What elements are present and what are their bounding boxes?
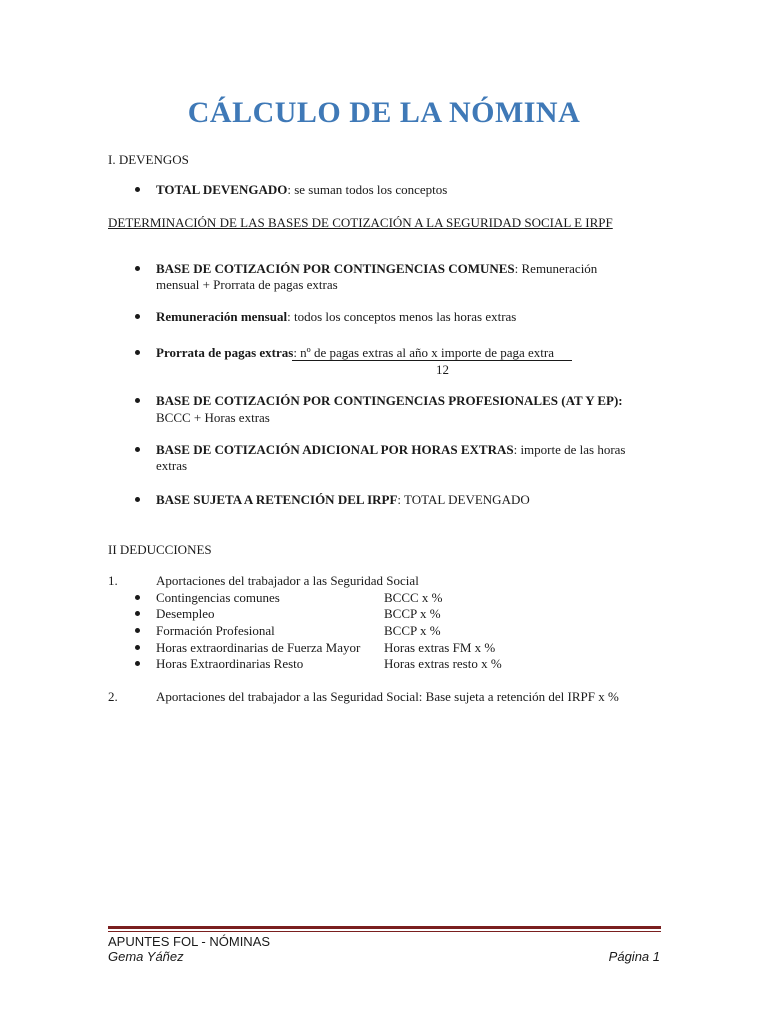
deduction-formula: BCCP x % [384, 623, 441, 638]
bccp-term-text: BASE DE COTIZACIÓN POR CONTINGENCIAS PROFESIONALES (AT Y EP): [156, 393, 623, 408]
bccc-line-1 [156, 261, 597, 277]
bullet-icon [135, 187, 140, 192]
prorrata-term: Prorrata de pagas extras [156, 345, 294, 360]
bullet-icon [135, 314, 140, 319]
bccp-term [156, 393, 623, 409]
item1-number: 1. [108, 573, 118, 588]
footer-page-number: Página 1 [608, 949, 660, 964]
adicional-definition-1: : importe de las horas [513, 442, 626, 457]
remuneracion-definition: : todos los conceptos menos las horas extras [287, 309, 517, 324]
bullet-icon [135, 350, 140, 355]
bullet-icon [135, 398, 140, 403]
bullet-icon [135, 645, 140, 650]
adicional-term: BASE DE COTIZACIÓN ADICIONAL POR HORAS EXTRAS [156, 442, 514, 457]
deduction-formula: Horas extras FM x % [384, 640, 496, 655]
footer-course: APUNTES FOL - NÓMINAS [108, 934, 271, 949]
deduction-concept: Horas extraordinarias de Fuerza Mayor [156, 640, 361, 655]
deduction-formula: Horas extras resto x % [384, 656, 502, 671]
bullet-icon [135, 611, 140, 616]
fraction-bar [292, 360, 572, 361]
deduction-formula: BCCP x % [384, 606, 441, 621]
footer-author: Gema Yáñez [108, 949, 184, 964]
footer-rule-thick [108, 926, 661, 929]
section-devengos-heading: I. DEVENGOS [108, 152, 189, 167]
total-devengado-definition: : se suman todos los conceptos [287, 182, 448, 197]
page-title: CÁLCULO DE LA NÓMINA [187, 96, 581, 129]
item1-text: Aportaciones del trabajador a las Seguridad Social [156, 573, 419, 588]
item2-text: Aportaciones del trabajador a las Seguridad Social: Base sujeta a retención del IRPF x % [156, 689, 619, 704]
bullet-icon [135, 628, 140, 633]
irpf-definition: : TOTAL DEVENGADO [397, 492, 530, 507]
bullet-icon [135, 661, 140, 666]
irpf-line [156, 492, 530, 508]
remuneracion-term: Remuneración mensual [156, 309, 288, 324]
total-devengado-line [156, 182, 447, 198]
bullet-icon [135, 497, 140, 502]
deduction-concept: Contingencias comunes [156, 590, 280, 605]
bullet-icon [135, 595, 140, 600]
adicional-definition-2: extras [156, 458, 188, 473]
bullet-icon [135, 447, 140, 452]
remuneracion-line [156, 309, 516, 325]
bccc-definition-2: mensual + Prorrata de pagas extras [156, 277, 338, 292]
bases-heading: DETERMINACIÓN DE LAS BASES DE COTIZACIÓN A LA SEGURIDAD SOCIAL E IRPF [108, 215, 613, 230]
prorrata-numerator: : nº de pagas extras al año x importe de paga extra [293, 345, 554, 360]
footer-rule-thin [108, 931, 661, 932]
bccc-definition-1: : Remuneración [514, 261, 598, 276]
bullet-icon [135, 266, 140, 271]
irpf-term: BASE SUJETA A RETENCIÓN DEL IRPF [156, 492, 398, 507]
bccc-term: BASE DE COTIZACIÓN POR CONTINGENCIAS COMUNES [156, 261, 515, 276]
deduction-concept: Horas Extraordinarias Resto [156, 656, 304, 671]
deduction-formula: BCCC x % [384, 590, 443, 605]
item2-number: 2. [108, 689, 118, 704]
total-devengado-term: TOTAL DEVENGADO [156, 182, 288, 197]
bccp-definition: BCCC + Horas extras [156, 410, 270, 425]
deduction-concept: Desempleo [156, 606, 215, 621]
section-deducciones-heading: II DEDUCCIONES [108, 542, 212, 557]
adicional-line-1 [156, 442, 626, 458]
deduction-concept: Formación Profesional [156, 623, 275, 638]
prorrata-line [156, 345, 554, 361]
prorrata-denominator: 12 [436, 362, 449, 377]
